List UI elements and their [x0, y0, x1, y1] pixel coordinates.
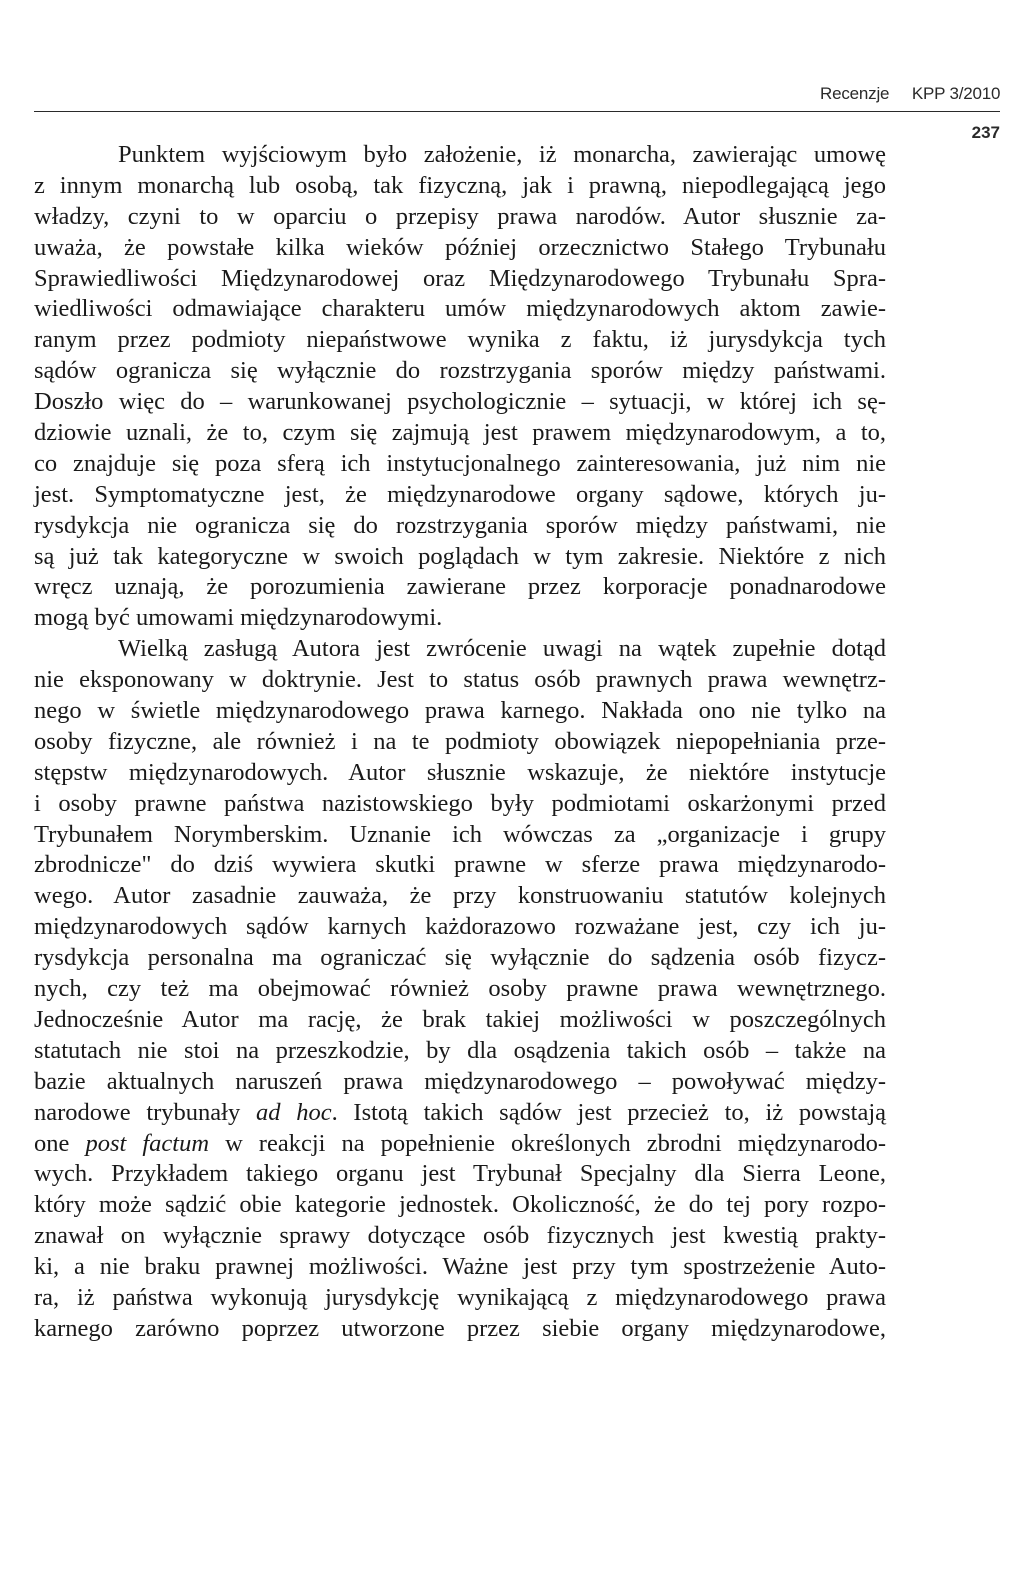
text-line: mogą być umowami międzynarodowymi. [34, 604, 443, 632]
text-line: znawał on wyłącznie sprawy dotyczące osób fizycznych jest kwestią prakty- [34, 1222, 886, 1250]
text-line: stępstw międzynarodowych. Autor słusznie wskazuje, że niektóre instytucje [34, 758, 886, 786]
text-line: wręcz uznają, że porozumienia zawierane przez korporacje ponadnarodowe [34, 573, 886, 601]
text-line: są już tak kategoryczne w swoich poglądach w tym zakresie. Niektóre z nich [34, 542, 886, 570]
section-name: Recenzje [820, 84, 890, 103]
header-rule [34, 111, 1000, 112]
text-line: międzynarodowych sądów karnych każdorazowo rozważane jest, czy ich ju- [34, 913, 886, 941]
text-line: wych. Przykładem takiego organu jest Trybunał Specjalny dla Sierra Leone, [34, 1160, 886, 1188]
page-number: 237 [971, 123, 1000, 142]
text-line: Jednocześnie Autor ma rację, że brak takiej możliwości w poszczególnych [34, 1005, 886, 1033]
text-line: wego. Autor zasadnie zauważa, że przy konstruowaniu statutów kolejnych [34, 882, 886, 910]
body-text [34, 140, 886, 1345]
text-line: nego w świetle międzynarodowego prawa karnego. Nakłada ono nie tylko na [34, 697, 886, 725]
italic-term: post factum [85, 1129, 210, 1157]
text-segment: one [34, 1129, 86, 1157]
paragraph-1 [34, 140, 886, 634]
text-segment: . Istotą takich sądów jest przecież to, iż powstają [331, 1098, 887, 1126]
text-line: bazie aktualnych naruszeń prawa międzynarodowego – powoływać między- [34, 1067, 886, 1095]
text-line: który może sądzić obie kategorie jednostek. Okoliczność, że do tej pory rozpo- [34, 1191, 886, 1219]
text-line: sądów ogranicza się wyłącznie do rozstrzygania sporów między państwami. [34, 357, 886, 385]
text-line: rysdykcja personalna ma ograniczać się wyłącznie do sądzenia osób fizycz- [34, 944, 886, 972]
paragraph-2 [34, 634, 886, 1344]
text-segment: narodowe trybunały [34, 1098, 256, 1126]
text-line: co znajduje się poza sferą ich instytucjonalnego zainteresowania, już nim nie [34, 449, 886, 477]
text-line: rysdykcja nie ogranicza się do rozstrzygania sporów między państwami, nie [34, 511, 886, 539]
running-header [820, 84, 1000, 104]
text-segment: w reakcji na popełnienie określonych zbrodni międzynarodo- [209, 1129, 887, 1157]
text-line: władzy, czyni to w oparciu o przepisy prawa narodów. Autor słusznie za- [34, 202, 886, 230]
text-line: Wielką zasługą Autora jest zwrócenie uwagi na wątek zupełnie dotąd [118, 635, 886, 663]
text-line: ki, a nie braku prawnej możliwości. Ważne jest przy tym spostrzeżenie Auto- [34, 1253, 886, 1281]
journal-issue: KPP 3/2010 [911, 84, 1001, 103]
text-line [34, 1098, 886, 1129]
text-line: karnego zarówno poprzez utworzone przez siebie organy międzynarodowe, [34, 1314, 886, 1342]
text-line: osoby fizyczne, ale również i na te podmioty obowiązek niepopełniania prze- [34, 727, 886, 755]
text-line: dziowie uznali, że to, czym się zajmują jest prawem międzynarodowym, a to, [34, 419, 886, 447]
text-line: Punktem wyjściowym było założenie, iż monarcha, zawierając umowę [118, 141, 886, 168]
text-line: i osoby prawne państwa nazistowskiego były podmiotami oskarżonymi przed [34, 789, 886, 817]
text-line: nie eksponowany w doktrynie. Jest to status osób prawnych prawa wewnętrz- [34, 666, 886, 694]
text-line: Trybunałem Norymberskim. Uznanie ich wówczas za „organizacje i grupy [34, 820, 886, 848]
text-line: wiedliwości odmawiające charakteru umów międzynarodowych aktom zawie- [34, 295, 886, 323]
text-line: ranym przez podmioty niepaństwowe wynika z faktu, iż jurysdykcja tych [34, 326, 886, 354]
text-line: Doszło więc do – warunkowanej psychologicznie – sytuacji, w której ich sę- [34, 388, 886, 416]
text-line: ra, iż państwa wykonują jurysdykcję wynikającą z międzynarodowego prawa [34, 1283, 886, 1311]
text-line: nych, czy też ma obejmować również osoby prawne prawa wewnętrznego. [34, 975, 886, 1003]
text-line: uważa, że powstałe kilka wieków później orzecznictwo Stałego Trybunału [34, 233, 886, 261]
text-line: Sprawiedliwości Międzynarodowej oraz Międzynarodowego Trybunału Spra- [34, 264, 886, 292]
text-line: statutach nie stoi na przeszkodzie, by dla osądzenia takich osób – także na [34, 1036, 886, 1064]
text-line: z innym monarchą lub osobą, tak fizyczną, jak i prawną, niepodlegającą jego [34, 171, 886, 199]
text-line: jest. Symptomatyczne jest, że międzynarodowe organy sądowe, których ju- [34, 480, 886, 508]
italic-term: ad hoc [255, 1098, 332, 1126]
text-line [34, 1129, 886, 1160]
text-line: zbrodnicze" do dziś wywiera skutki prawne w sferze prawa międzynarodo- [34, 851, 886, 879]
